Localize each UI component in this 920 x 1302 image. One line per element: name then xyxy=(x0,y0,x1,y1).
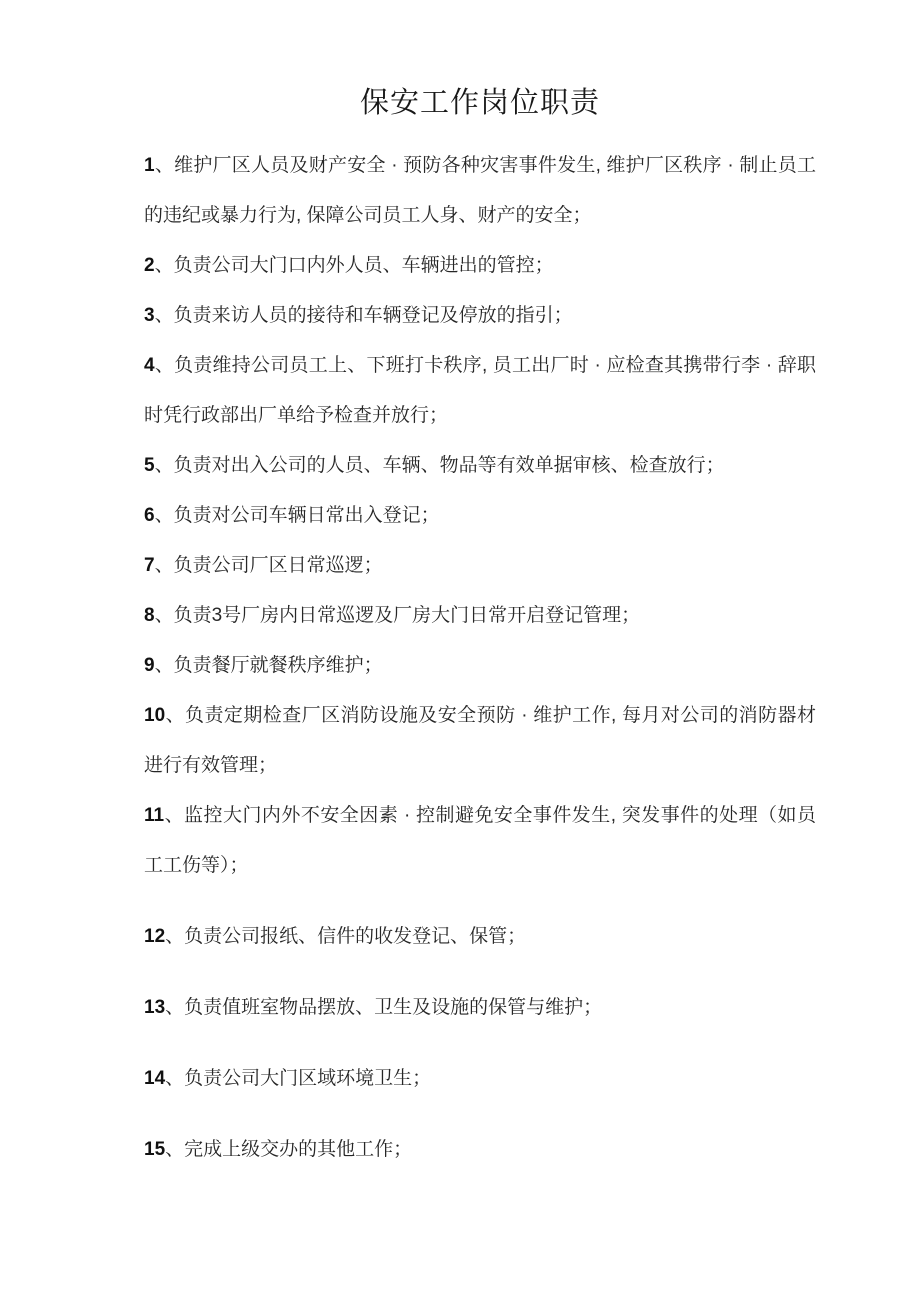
item-number: 4 xyxy=(144,355,155,376)
item-number: 7 xyxy=(144,555,155,576)
item-number: 1 xyxy=(144,155,155,176)
item-number: 10 xyxy=(144,705,166,726)
item-text: 、负责定期检查厂区消防设施及安全预防 · 维护工作, 每月对公司的消防器材进行有效管理； xyxy=(144,705,816,776)
list-item xyxy=(144,591,816,641)
list-item xyxy=(144,791,816,891)
item-text: 、维护厂区人员及财产安全 · 预防各种灾害事件发生, 维护厂区秩序 · 制止员工的违纪或暴力行为, 保障公司员工人身、财产的安全； xyxy=(144,155,816,226)
item-number: 8 xyxy=(144,605,155,626)
item-text: 、负责对出入公司的人员、车辆、物品等有效单据审核、检查放行； xyxy=(154,455,725,476)
item-number: 15 xyxy=(144,1139,166,1160)
item-number: 2 xyxy=(144,255,155,276)
list-item xyxy=(144,912,816,962)
list-item xyxy=(144,541,816,591)
list-item xyxy=(144,441,816,491)
list-item xyxy=(144,1125,816,1175)
item-number: 6 xyxy=(144,505,155,526)
item-text: 、负责公司报纸、信件的收发登记、保管； xyxy=(165,926,527,947)
item-number: 11 xyxy=(144,805,165,826)
item-text: 、负责公司厂区日常巡逻； xyxy=(154,555,383,576)
list-item xyxy=(144,691,816,791)
item-text: 、负责来访人员的接待和车辆登记及停放的指引； xyxy=(154,305,573,326)
item-text: 、负责对公司车辆日常出入登记； xyxy=(154,505,440,526)
item-number: 5 xyxy=(144,455,155,476)
document-title: 保安工作岗位职责 xyxy=(359,87,600,119)
item-number: 3 xyxy=(144,305,155,326)
item-number: 9 xyxy=(144,655,155,676)
list-item xyxy=(144,491,816,541)
list-item xyxy=(144,291,816,341)
list-item xyxy=(144,241,816,291)
list-item xyxy=(144,141,816,241)
item-text: 、完成上级交办的其他工作； xyxy=(165,1139,413,1160)
responsibilities-list xyxy=(144,141,816,1175)
item-text: 、负责公司大门区域环境卫生； xyxy=(165,1068,432,1089)
list-item xyxy=(144,341,816,441)
list-item xyxy=(144,1054,816,1104)
item-text: 、负责3号厂房内日常巡逻及厂房大门日常开启登记管理； xyxy=(154,605,641,626)
item-text: 、监控大门内外不安全因素 · 控制避免安全事件发生, 突发事件的处理（如员工工伤等）； xyxy=(144,805,816,876)
item-number: 14 xyxy=(144,1068,166,1089)
list-item xyxy=(144,641,816,691)
item-text: 、负责维持公司员工上、下班打卡秩序, 员工出厂时 · 应检查其携带行李 · 辞职时凭行政部出厂单给予检查并放行； xyxy=(144,355,816,426)
list-item xyxy=(144,983,816,1033)
item-number: 12 xyxy=(144,926,166,947)
item-text: 、负责公司大门口内外人员、车辆进出的管控； xyxy=(154,255,554,276)
item-text: 、负责值班室物品摆放、卫生及设施的保管与维护； xyxy=(165,997,603,1018)
item-number: 13 xyxy=(144,997,166,1018)
item-text: 、负责餐厅就餐秩序维护； xyxy=(154,655,383,676)
